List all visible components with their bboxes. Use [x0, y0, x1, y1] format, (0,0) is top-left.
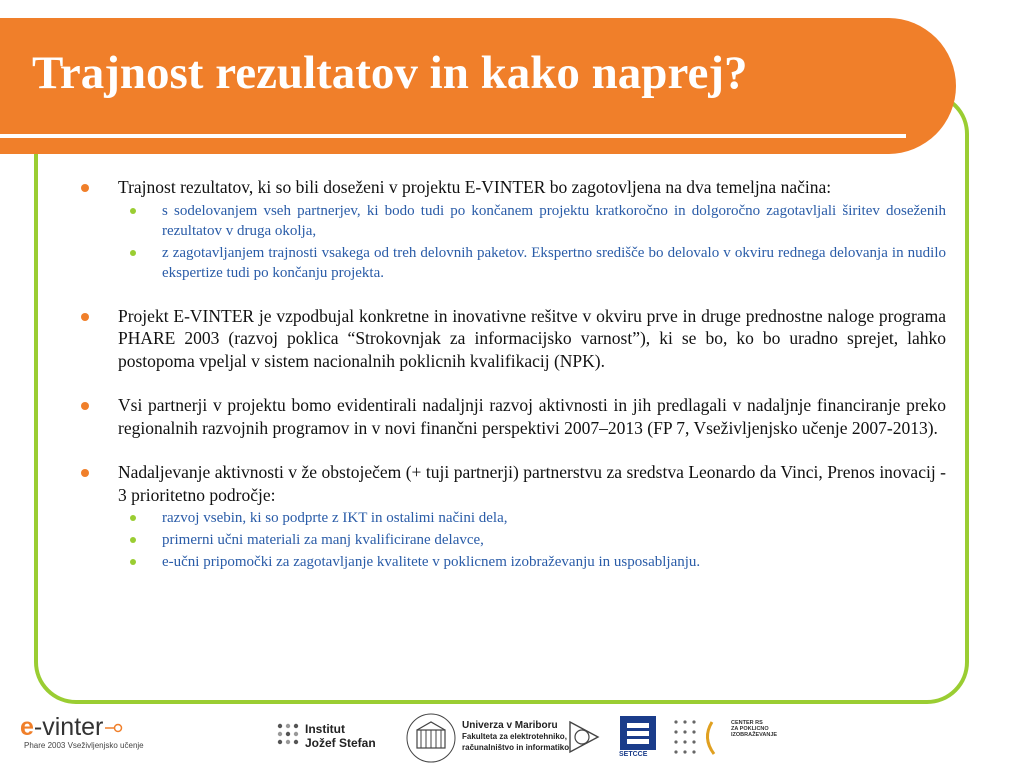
- slide-title: Trajnost rezultatov in kako naprej?: [32, 47, 748, 99]
- sub-bullet-dot-icon: [130, 208, 136, 214]
- footer: [0, 708, 1024, 768]
- university-seal-icon: [405, 712, 457, 764]
- sub-bullet-text: primerni učni materiali za manj kvalificirane delavce,: [162, 532, 484, 548]
- sub-bullet-dot-icon: [130, 559, 136, 565]
- key-icon: [105, 723, 123, 733]
- bullet-text: Trajnost rezultatov, ki so bili doseženi v projektu E-VINTER bo zagotovljena na dva temeljna načina:: [118, 177, 832, 197]
- sub-bullet-4-1: [80, 508, 946, 528]
- sub-bullet-dot-icon: [130, 515, 136, 521]
- bullet-dot-icon: [81, 402, 89, 410]
- bullet-3: [80, 394, 946, 439]
- sub-bullet-text: s sodelovanjem vseh partnerjev, ki bodo tudi po končanem projektu kratkoročno in dolgoročno zagotavljali širitev doseženih rezultatov v druga okolja,: [162, 202, 946, 239]
- sub-bullet-dot-icon: [130, 250, 136, 256]
- ijs-logo-text: Institut Jožef Stefan: [305, 722, 376, 750]
- bullet-dot-icon: [81, 469, 89, 477]
- cpi-logo-icon: [672, 718, 730, 758]
- sub-bullet-4-2: [80, 530, 946, 550]
- bullet-text: Projekt E-VINTER je vzpodbujal konkretne in inovativne rešitve v okviru prve in druge prednostne naloge programa PHARE 2003 (razvoj poklica “Strokovnjak za informacijsko varnost”), ki se bo, ko bo uradno sprejet, lahko postopoma vpeljal v sistem nacionalnih poklicnih kvalifikacij (NPK).: [118, 305, 946, 371]
- bullet-text: Nadaljevanje aktivnosti v že obstoječem (+ tuji partnerji) partnerstvu za sredstva Leonardo da Vinci, Prenos inovacij - 3 prioritetno področje:: [118, 462, 946, 505]
- sub-bullet-text: razvoj vsebin, ki so podprte z IKT in ostalimi načini dela,: [162, 510, 508, 526]
- bullet-2: [80, 305, 946, 373]
- bullet-1: [80, 176, 946, 199]
- ijs-dots-icon: [276, 722, 300, 750]
- um-logo-text: Univerza v Mariboru Fakulteta za elektrotehniko, računalništvo in informatiko: [462, 720, 570, 752]
- e-vinter-logo-subtitle: Phare 2003 Vseživljenjsko učenje: [24, 741, 144, 750]
- slide-content: [80, 176, 946, 572]
- sub-bullet-dot-icon: [130, 537, 136, 543]
- e-vinter-logo: e-vinter: [20, 713, 123, 742]
- bullet-text: Vsi partnerji v projektu bomo evidentirali nadaljnji razvoj aktivnosti in jih predlagali v nadaljnje financiranje preko regionalnih razvojnih programov in v novi finančni perspektivi 2007–2013 (FP 7, Vseživljenjsko učenje 2007-2013).: [118, 395, 946, 438]
- sub-bullet-1-1: [80, 201, 946, 241]
- title-underline: [0, 134, 906, 138]
- setcce-logo-icon: [620, 716, 656, 750]
- bullet-dot-icon: [81, 184, 89, 192]
- feri-logo-icon: [566, 718, 602, 756]
- sub-bullet-1-2: [80, 243, 946, 283]
- bullet-4: [80, 461, 946, 506]
- bullet-dot-icon: [81, 313, 89, 321]
- setcce-logo-text: SETCCE: [619, 751, 648, 758]
- sub-bullet-text: e-učni pripomočki za zagotavljanje kvalitete v poklicnem izobraževanju in usposabljanju.: [162, 554, 701, 570]
- sub-bullet-4-3: [80, 552, 946, 572]
- cpi-logo-text: CENTER RS ZA POKLICNO IZOBRAŽEVANJE: [731, 720, 778, 738]
- sub-bullet-text: z zagotavljanjem trajnosti vsakega od treh delovnih paketov. Ekspertno središče bo delovalo v okviru rednega delovanja in nudilo ekspertize tudi po končanju projekta.: [162, 244, 946, 281]
